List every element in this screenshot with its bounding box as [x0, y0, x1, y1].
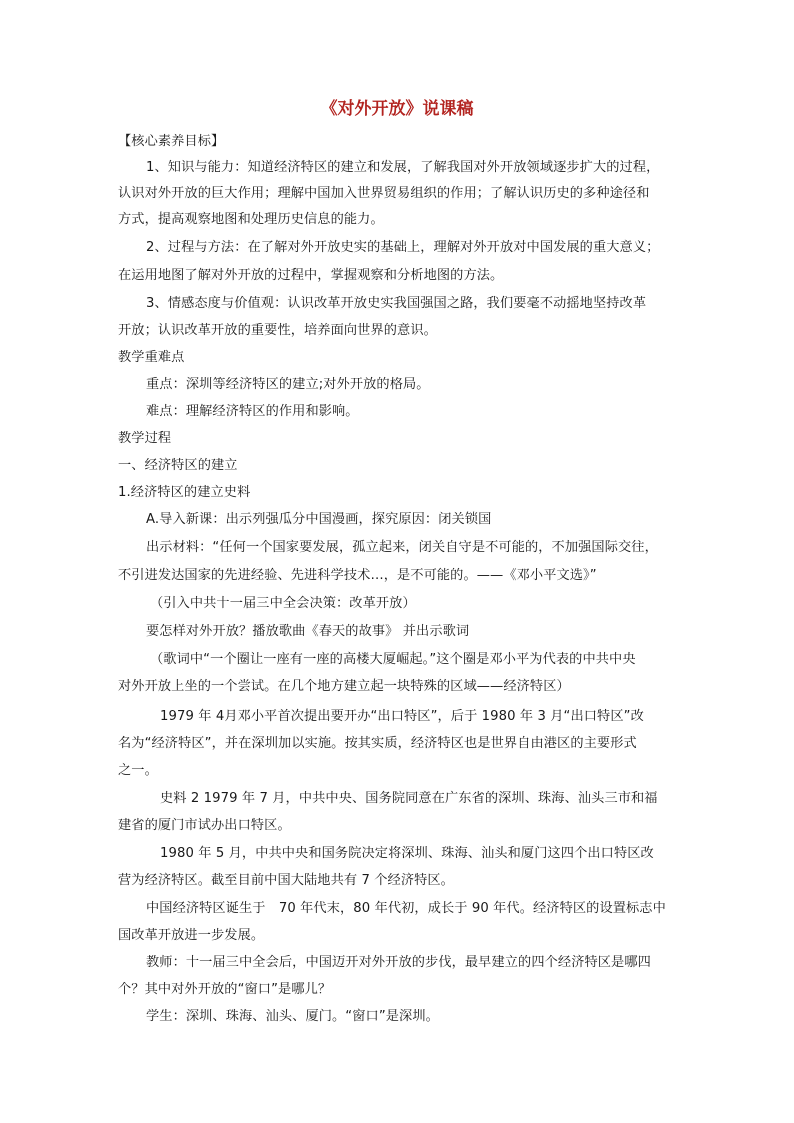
paragraph-line: 史料 2 1979 年 7 月，中共中央、国务院同意在广东省的深圳、珠海、汕头三市和福: [160, 791, 658, 806]
paragraph-line: 1979 年 4月邓小平首次提出要开办“出口特区”，后于 1980 年 3 月“出口特区”改: [160, 709, 644, 724]
paragraph-line: 对外开放上坐的一个尝试。在几个地方建立起一块特殊的区域——经济特区）: [118, 679, 570, 694]
heading-key-points: 教学重难点: [118, 350, 185, 365]
paragraph-line: 方式，提高观察地图和处理历史信息的能力。: [118, 212, 384, 227]
paragraph-line: 名为“经济特区”，并在深圳加以实施。按其实质，经济特区也是世界自由港区的主要形式: [118, 736, 637, 751]
paragraph-line: 教师：十一届三中全会后，中国迈开对外开放的步伐，最早建立的四个经济特区是哪四: [146, 955, 651, 970]
paragraph-line: 1、知识与能力：知道经济特区的建立和发展，了解我国对外开放领域逐步扩大的过程，: [146, 160, 660, 175]
subsection-heading: 1.经济特区的建立史料: [118, 485, 251, 500]
paragraph-line: （引入中共十一届三中全会决策：改革开放）: [150, 596, 416, 611]
heading-teaching-process: 教学过程: [118, 431, 172, 446]
heading-core-goals: 【核心素养目标】: [118, 134, 225, 149]
paragraph-line: 3、情感态度与价值观：认识改革开放史实我国强国之路，我们要毫不动摇地坚持改革: [146, 296, 647, 311]
paragraph-line: 中国经济特区诞生于 70 年代末，80 年代初，成长于 90 年代。经济特区的设置标志中: [146, 901, 666, 916]
paragraph-line: 出示材料：“任何一个国家要发展，孤立起来，闭关自守是不可能的，不加强国际交往，: [146, 540, 658, 555]
paragraph-line: 要怎样对外开放？播放歌曲《春天的故事》 并出示歌词: [146, 624, 470, 639]
paragraph-line: 2、过程与方法：在了解对外开放史实的基础上，理解对外开放对中国发展的重大意义；: [146, 240, 660, 255]
paragraph-line: 建省的厦门市试办出口特区。: [118, 818, 291, 833]
paragraph-line: 学生：深圳、珠海、汕头、厦门。“窗口”是深圳。: [146, 1009, 439, 1024]
paragraph-line: 1980 年 5 月，中共中央和国务院决定将深圳、珠海、汕头和厦门这四个出口特区改: [160, 846, 654, 861]
paragraph-line: 之一。: [118, 763, 158, 778]
section-heading: 一、经济特区的建立: [118, 458, 238, 473]
paragraph-line: 开放；认识改革开放的重要性，培养面向世界的意识。: [118, 323, 437, 338]
document-title: 《对外开放》说课稿: [320, 99, 474, 119]
paragraph-line: 个？其中对外开放的“窗口”是哪儿？: [118, 982, 332, 997]
paragraph-line: 在运用地图了解对外开放的过程中，掌握观察和分析地图的方法。: [118, 268, 504, 283]
paragraph-line: A.导入新课：出示列强瓜分中国漫画，探究原因：闭关锁国: [146, 512, 492, 527]
paragraph-line: 营为经济特区。截至目前中国大陆地共有 7 个经济特区。: [118, 873, 454, 888]
paragraph-line: 不引进发达国家的先进经验、先进科学技术…，是不可能的。——《邓小平文选》”: [118, 568, 597, 583]
paragraph-line: 认识对外开放的巨大作用；理解中国加入世界贸易组织的作用；了解认识历史的多种途径和: [118, 186, 650, 201]
paragraph-line: 难点：理解经济特区的作用和影响。: [146, 404, 359, 419]
paragraph-line: 重点：深圳等经济特区的建立;对外开放的格局。: [146, 377, 430, 392]
paragraph-line: （歌词中“一个圈让一座有一座的高楼大厦崛起。”这个圈是邓小平为代表的中共中央: [150, 652, 636, 667]
paragraph-line: 国改革开放进一步发展。: [118, 928, 265, 943]
